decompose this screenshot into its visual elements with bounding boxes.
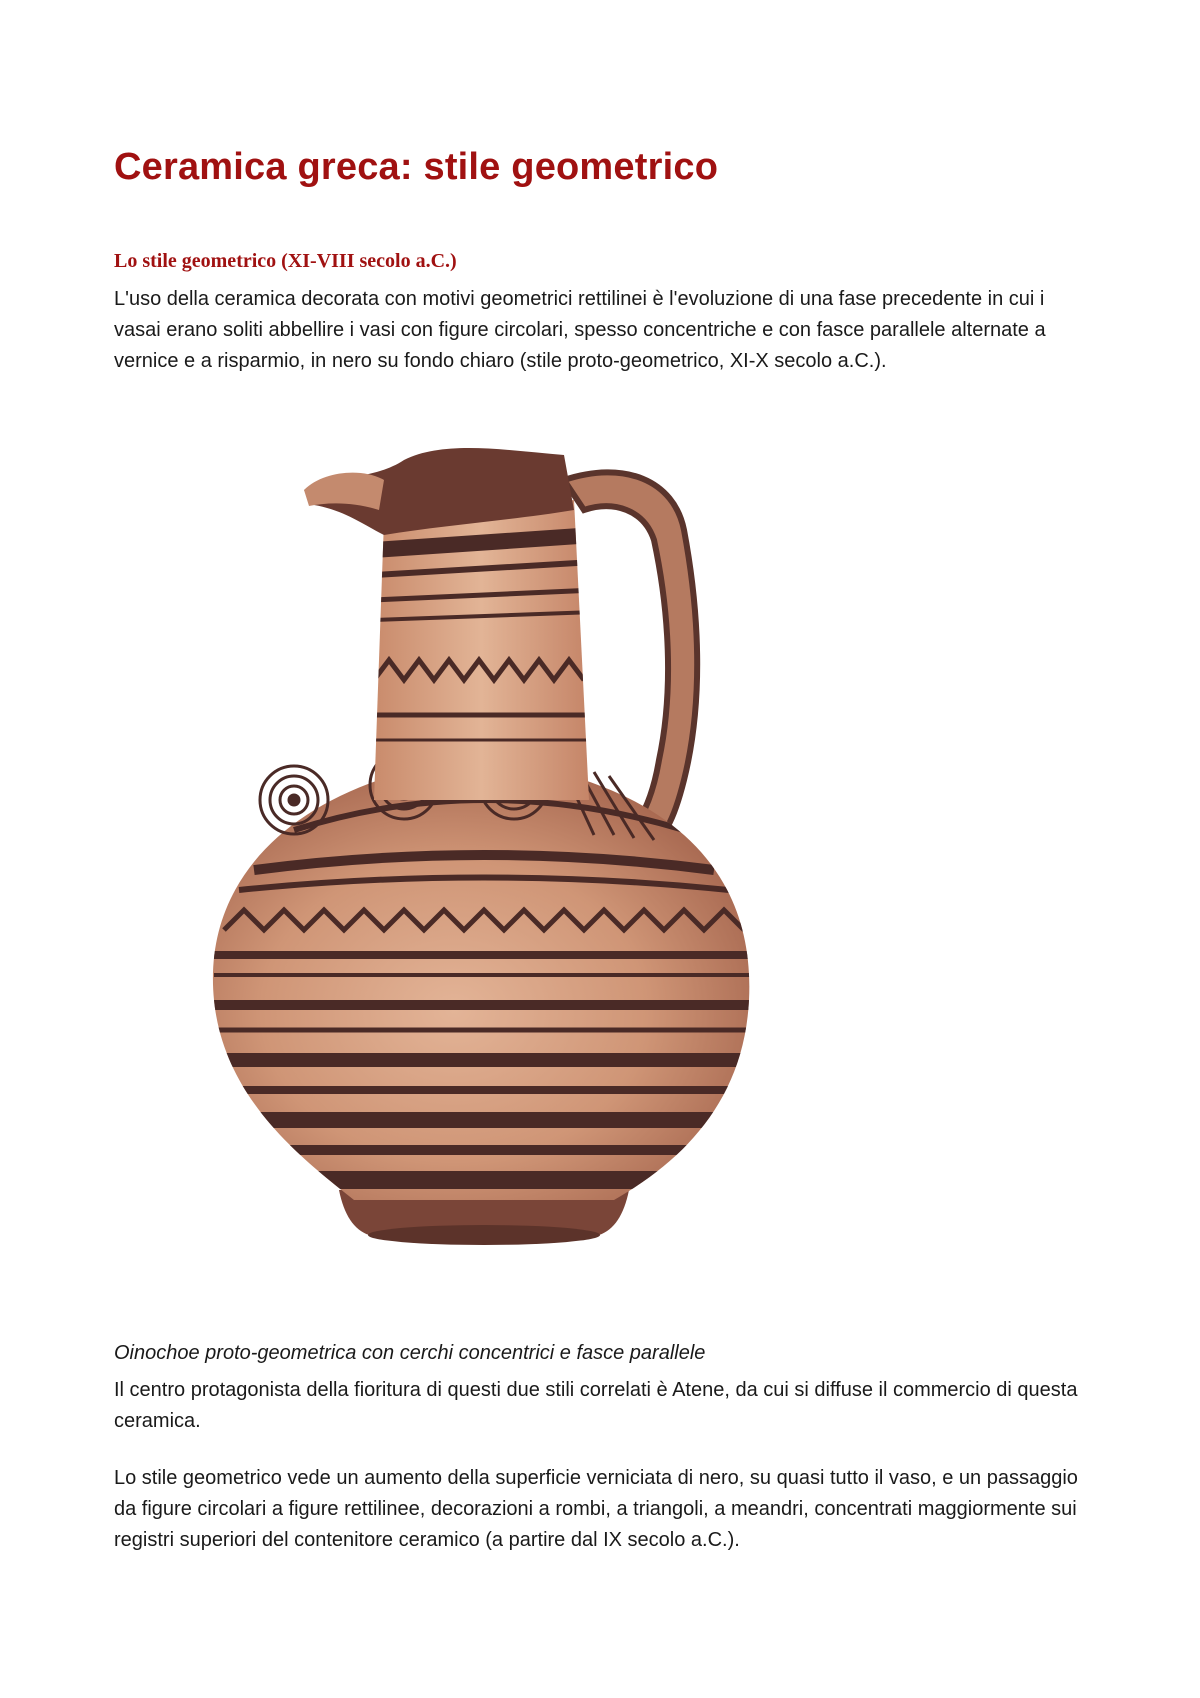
body-paragraph-3: Lo stile geometrico vede un aumento della superficie verniciata di nero, su quasi tutto il vaso, e un passaggio da figure circolari a figure rettilinee, decorazioni a rombi, a triangoli, a meandri, concentrati maggiormente sui registri superiori del contenitore ceramico (a partire dal IX secolo a.C.).	[114, 1467, 1078, 1551]
page-title: Ceramica greca: stile geometrico	[114, 146, 719, 188]
body-paragraph-2: Il centro protagonista della fioritura di questi due stili correlati è Atene, da cui si diffuse il commercio di questa ceramica.	[114, 1379, 1078, 1432]
section-subtitle: Lo stile geometrico (XI-VIII secolo a.C.)	[114, 250, 457, 272]
image-caption: Oinochoe proto-geometrica con cerchi concentrici e fasce parallele	[114, 1342, 706, 1364]
oinochoe-image	[144, 440, 864, 1320]
intro-paragraph: L'uso della ceramica decorata con motivi geometrici rettilinei è l'evoluzione di una fase precedente in cui i vasai erano soliti abbellire i vasi con figure circolari, spesso concentriche e con fasce parallele alternate a vernice e a risparmio, in nero su fondo chiaro (stile proto-geometrico, XI-X secolo a.C.).	[114, 288, 1046, 372]
